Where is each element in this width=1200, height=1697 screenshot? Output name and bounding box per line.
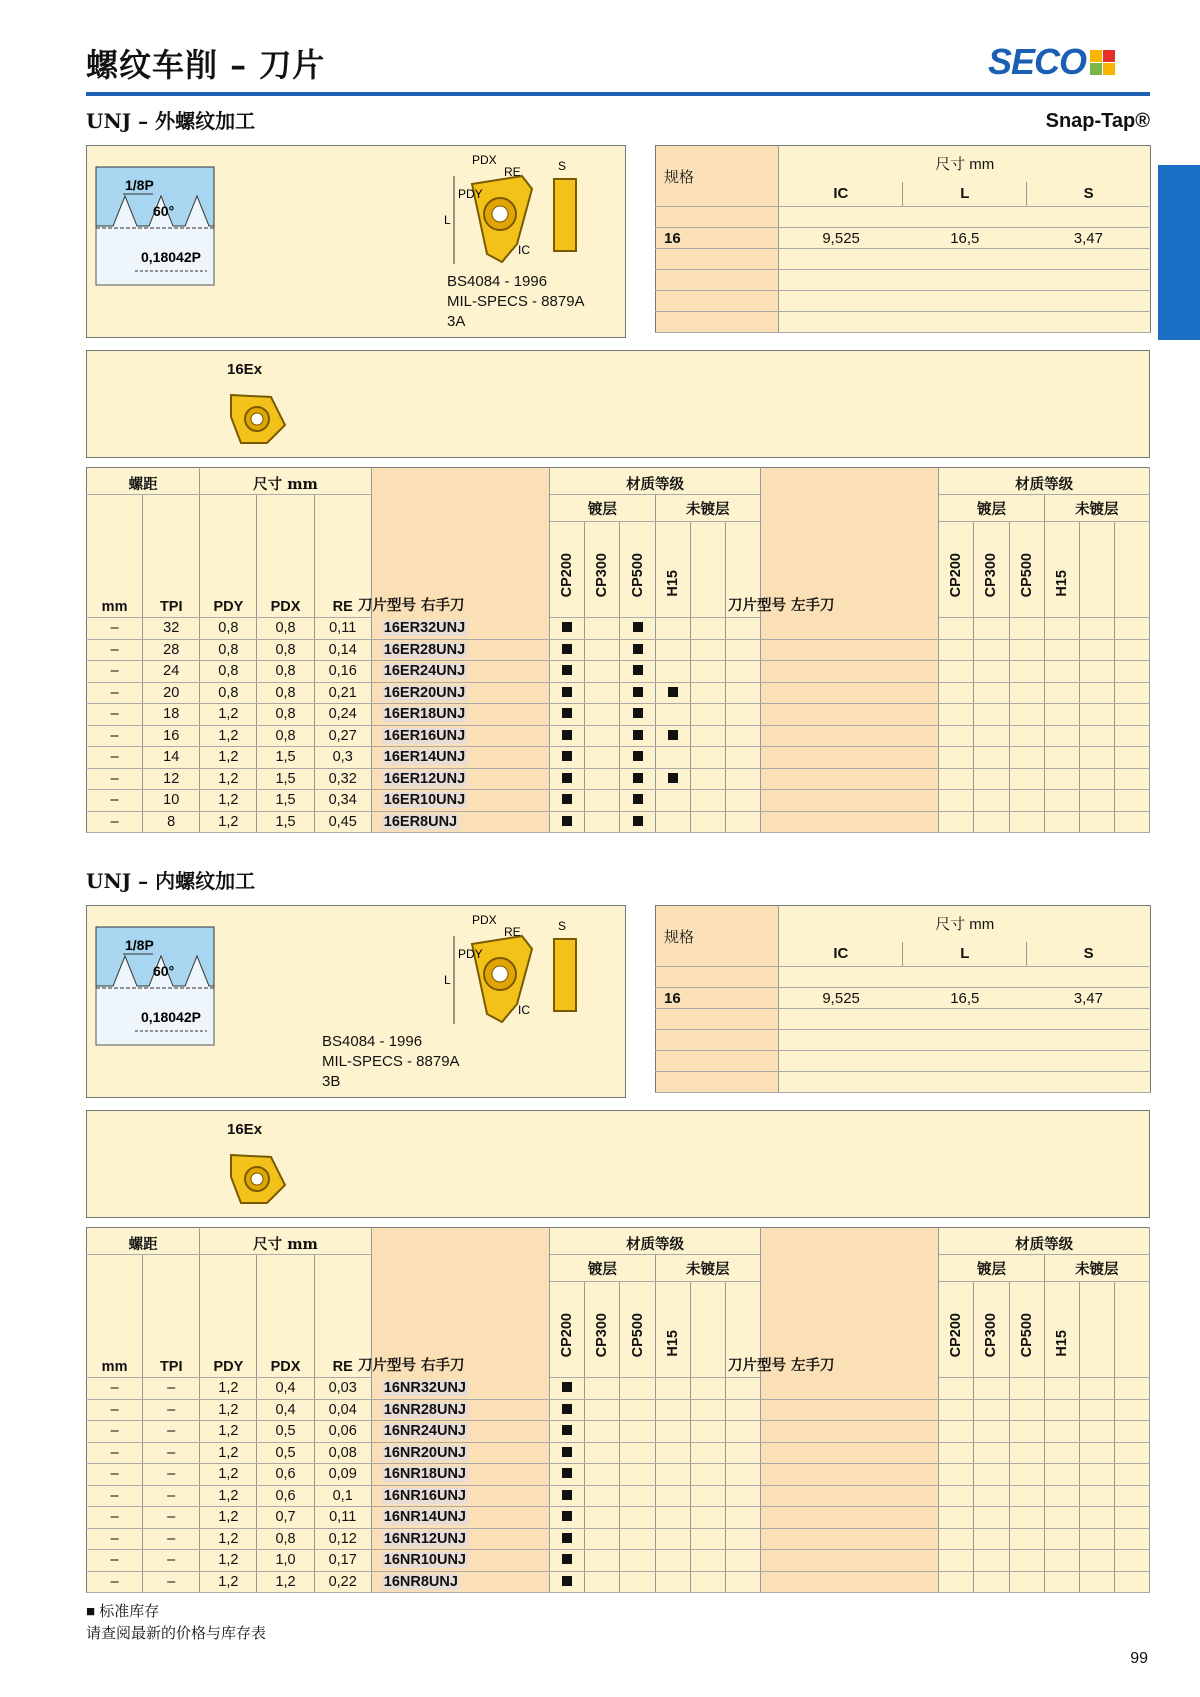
part-number: 16ER16UNJ xyxy=(383,727,466,744)
cell-re: 0,16 xyxy=(314,661,371,683)
cell-re: 0,11 xyxy=(314,1507,371,1529)
cell-pdx: 1,2 xyxy=(257,1571,314,1593)
part-number: 16ER10UNJ xyxy=(383,792,466,809)
table-row xyxy=(87,747,1150,769)
dim-value: 9,525 xyxy=(779,988,903,1009)
cell-pdy: 1,2 xyxy=(200,1571,257,1593)
table-row xyxy=(87,618,1150,640)
stock-square-icon xyxy=(562,1490,572,1500)
page-title: 螺纹车削 – 刀片 xyxy=(86,46,326,84)
table-row xyxy=(87,1399,1150,1421)
cell-pdx: 0,8 xyxy=(257,725,314,747)
stock-square-icon xyxy=(562,730,572,740)
col-header-mm: mm xyxy=(87,1282,143,1378)
cell-re: 0,22 xyxy=(314,1571,371,1593)
table-row xyxy=(87,1464,1150,1486)
cell-pdx: 1,5 xyxy=(257,768,314,790)
cell-tpi: – xyxy=(143,1528,200,1550)
cell-pdx: 1,5 xyxy=(257,811,314,833)
table-row xyxy=(87,1442,1150,1464)
section-side-tab xyxy=(1158,165,1200,340)
part-number: 16ER14UNJ xyxy=(383,749,466,766)
cell-mm: – xyxy=(87,661,143,683)
stock-square-icon xyxy=(562,1576,572,1586)
grade-h15: H15 xyxy=(664,570,681,597)
dims-header: 尺寸 mm xyxy=(200,1228,371,1255)
cell-re: 0,04 xyxy=(314,1399,371,1421)
legend xyxy=(86,1600,159,1621)
stock-square-icon xyxy=(633,644,643,654)
cell-mm: – xyxy=(87,1550,143,1572)
cell-pdy: 1,2 xyxy=(200,1442,257,1464)
insert-label: 16Ex xyxy=(227,1121,263,1138)
cell-mm: – xyxy=(87,1378,143,1400)
cell-mm: – xyxy=(87,1571,143,1593)
cell-pdy: 1,2 xyxy=(200,704,257,726)
stock-note: 请查阅最新的价格与库存表 xyxy=(86,1625,267,1642)
grade-header-left: 材质等级 xyxy=(939,1228,1150,1255)
cell-tpi: 16 xyxy=(143,725,200,747)
insert-icon xyxy=(227,1147,289,1214)
stock-square-icon xyxy=(633,751,643,761)
coated-header-left: 镀层 xyxy=(939,495,1044,522)
stock-square-icon xyxy=(562,687,572,697)
grade-left-cp200: CP200 xyxy=(948,1312,965,1357)
stock-square-icon xyxy=(562,1468,572,1478)
part-number: 16ER8UNJ xyxy=(383,813,458,830)
col-header-re: RE xyxy=(314,1282,371,1378)
cell-pdy: 1,2 xyxy=(200,725,257,747)
standard-line: 3B xyxy=(322,1073,341,1090)
stock-square-icon xyxy=(562,816,572,826)
cell-tpi: – xyxy=(143,1464,200,1486)
part-number: 16NR32UNJ xyxy=(383,1380,466,1396)
cell-pdx: 1,0 xyxy=(257,1550,314,1572)
logo-text: SECO xyxy=(988,41,1087,82)
pitch-header: 螺距 xyxy=(87,1228,200,1255)
cell-re: 0,45 xyxy=(314,811,371,833)
cell-re: 0,03 xyxy=(314,1378,371,1400)
cell-pdy: 1,2 xyxy=(200,1399,257,1421)
pitch-header: 螺距 xyxy=(87,468,200,495)
table-row xyxy=(87,704,1150,726)
seco-logo xyxy=(988,42,1115,82)
insert-preview-box xyxy=(86,1110,1150,1218)
cell-mm: – xyxy=(87,1421,143,1443)
cell-pdx: 0,8 xyxy=(257,682,314,704)
dim-col-header: L xyxy=(903,942,1027,967)
cell-pdx: 0,5 xyxy=(257,1442,314,1464)
cell-pdy: 1,2 xyxy=(200,1464,257,1486)
insert-table xyxy=(86,467,1150,833)
dim-col-header: S xyxy=(1027,182,1151,207)
dim-value: 16,5 xyxy=(903,228,1027,249)
svg-text:S: S xyxy=(558,919,567,933)
insert-preview-box xyxy=(86,350,1150,458)
stock-square-icon xyxy=(633,773,643,783)
dimensions-table xyxy=(655,905,1151,1093)
table-row xyxy=(87,1507,1150,1529)
dims-header: 尺寸 mm xyxy=(200,468,371,495)
cell-re: 0,14 xyxy=(314,639,371,661)
cell-tpi: 10 xyxy=(143,790,200,812)
stock-square-icon xyxy=(633,665,643,675)
cell-pdx: 1,5 xyxy=(257,747,314,769)
coated-header: 镀层 xyxy=(550,1255,655,1282)
insert-icon xyxy=(227,387,289,454)
stock-square-icon xyxy=(562,773,572,783)
cell-re: 0,09 xyxy=(314,1464,371,1486)
cell-tpi: – xyxy=(143,1571,200,1593)
stock-square-icon xyxy=(562,1447,572,1457)
cell-pdx: 0,8 xyxy=(257,661,314,683)
stock-square-icon xyxy=(562,1425,572,1435)
coated-header-left: 镀层 xyxy=(939,1255,1044,1282)
table-row xyxy=(87,1421,1150,1443)
insert-table xyxy=(86,1227,1150,1593)
part-number: 16ER28UNJ xyxy=(383,641,466,658)
cell-pdx: 0,8 xyxy=(257,618,314,640)
cell-tpi: – xyxy=(143,1421,200,1443)
grade-left-cp300: CP300 xyxy=(983,1312,1000,1357)
col-header-mm: mm xyxy=(87,522,143,618)
header-rule xyxy=(86,92,1150,96)
cell-mm: – xyxy=(87,618,143,640)
dim-col-header: IC xyxy=(779,942,903,967)
thread-diagram-box xyxy=(86,905,626,1098)
thread-diagram-box xyxy=(86,145,626,338)
dim-col-header: L xyxy=(903,182,1027,207)
cell-pdx: 0,7 xyxy=(257,1507,314,1529)
stock-square-icon xyxy=(562,644,572,654)
standards-list xyxy=(322,1032,460,1092)
part-number: 16NR20UNJ xyxy=(383,1444,466,1461)
table-row xyxy=(87,1528,1150,1550)
part-number: 16NR14UNJ xyxy=(383,1509,466,1526)
cell-tpi: – xyxy=(143,1507,200,1529)
insert-label: 16Ex xyxy=(227,361,263,378)
legend-square-icon: ■ xyxy=(86,1603,96,1620)
cell-tpi: 20 xyxy=(143,682,200,704)
cell-pdy: 1,2 xyxy=(200,1507,257,1529)
pitch-label: 1/8P xyxy=(125,177,154,193)
cell-pdx: 0,6 xyxy=(257,1464,314,1486)
dim-value: 16,5 xyxy=(903,988,1027,1009)
grade-left-h15: H15 xyxy=(1053,570,1070,597)
col-header-pdx: PDX xyxy=(257,522,314,618)
cell-pdy: 1,2 xyxy=(200,747,257,769)
part-number: 16ER20UNJ xyxy=(383,684,466,701)
part-number: 16ER18UNJ xyxy=(383,706,466,723)
svg-text:RE: RE xyxy=(504,165,521,179)
grade-cp300: CP300 xyxy=(594,1312,611,1357)
table-row xyxy=(87,639,1150,661)
col-header-pdy: PDY xyxy=(200,1282,257,1378)
cell-tpi: – xyxy=(143,1485,200,1507)
cell-tpi: 14 xyxy=(143,747,200,769)
col-header-tpi: TPI xyxy=(143,522,200,618)
standard-line: 3A xyxy=(447,313,466,330)
svg-text:S: S xyxy=(558,159,567,173)
cell-re: 0,1 xyxy=(314,1485,371,1507)
col-header-tpi: TPI xyxy=(143,1282,200,1378)
standard-line: MIL-SPECS - 8879A xyxy=(322,1053,460,1070)
stock-square-icon xyxy=(633,816,643,826)
right-hand-header: 刀片型号 右手刀 xyxy=(358,1357,465,1374)
grade-cp500: CP500 xyxy=(629,1312,646,1357)
grade-cp200: CP200 xyxy=(559,552,576,597)
size-value: 16 xyxy=(656,988,779,1009)
cell-mm: – xyxy=(87,768,143,790)
cell-tpi: 8 xyxy=(143,811,200,833)
cell-re: 0,12 xyxy=(314,1528,371,1550)
cell-tpi: 24 xyxy=(143,661,200,683)
stock-square-icon xyxy=(633,794,643,804)
right-hand-header: 刀片型号 右手刀 xyxy=(358,597,465,614)
cell-pdy: 1,2 xyxy=(200,1528,257,1550)
part-number: 16NR8UNJ xyxy=(383,1573,458,1590)
stock-square-icon xyxy=(633,708,643,718)
table-row xyxy=(87,811,1150,833)
cell-pdx: 0,4 xyxy=(257,1378,314,1400)
stock-square-icon xyxy=(562,794,572,804)
insert-dimension-diagram xyxy=(442,154,592,279)
cell-mm: – xyxy=(87,790,143,812)
cell-pdy: 1,2 xyxy=(200,1378,257,1400)
grade-cp200: CP200 xyxy=(559,1312,576,1357)
cell-re: 0,3 xyxy=(314,747,371,769)
cell-tpi: – xyxy=(143,1550,200,1572)
col-header-re: RE xyxy=(314,522,371,618)
uncoated-header: 未镀层 xyxy=(655,495,760,522)
dim-value: 3,47 xyxy=(1027,988,1151,1009)
stock-square-icon xyxy=(562,1554,572,1564)
part-number: 16NR24UNJ xyxy=(383,1423,466,1440)
stock-square-icon xyxy=(633,730,643,740)
svg-text:L: L xyxy=(444,973,451,987)
cell-pdx: 0,8 xyxy=(257,1528,314,1550)
grade-left-h15: H15 xyxy=(1053,1330,1070,1357)
left-hand-header: 刀片型号 左手刀 xyxy=(728,597,835,614)
cell-tpi: 12 xyxy=(143,768,200,790)
dim-value: 9,525 xyxy=(779,228,903,249)
cell-re: 0,11 xyxy=(314,618,371,640)
legend-text: 标准库存 xyxy=(99,1603,160,1620)
svg-text:PDX: PDX xyxy=(472,154,497,167)
page-number: 99 xyxy=(1130,1650,1148,1667)
part-number: 16NR12UNJ xyxy=(383,1530,466,1547)
cell-re: 0,34 xyxy=(314,790,371,812)
grade-left-cp200: CP200 xyxy=(948,552,965,597)
cell-mm: – xyxy=(87,1442,143,1464)
svg-text:RE: RE xyxy=(504,925,521,939)
stock-square-icon xyxy=(562,1511,572,1521)
insert-dimension-diagram xyxy=(442,914,592,1039)
cell-mm: – xyxy=(87,725,143,747)
grade-h15: H15 xyxy=(664,1330,681,1357)
table-row xyxy=(87,661,1150,683)
cell-pdy: 0,8 xyxy=(200,639,257,661)
cell-tpi: – xyxy=(143,1378,200,1400)
grade-cp300: CP300 xyxy=(594,552,611,597)
cell-re: 0,24 xyxy=(314,704,371,726)
part-number: 16NR16UNJ xyxy=(383,1487,466,1504)
standard-line: MIL-SPECS - 8879A xyxy=(447,293,585,310)
svg-text:IC: IC xyxy=(518,1003,530,1017)
cell-mm: – xyxy=(87,1464,143,1486)
cell-tpi: 32 xyxy=(143,618,200,640)
cell-pdy: 1,2 xyxy=(200,811,257,833)
thread-profile-diagram xyxy=(95,926,215,1051)
logo-mark-icon xyxy=(1090,50,1115,75)
dim-col-header: S xyxy=(1027,942,1151,967)
grade-left-cp500: CP500 xyxy=(1018,552,1035,597)
thread-profile-diagram xyxy=(95,166,215,291)
svg-text:PDY: PDY xyxy=(458,187,483,201)
stock-square-icon xyxy=(562,1382,572,1392)
table-row xyxy=(87,682,1150,704)
table-row xyxy=(87,1571,1150,1593)
table-row xyxy=(87,768,1150,790)
grade-left-cp300: CP300 xyxy=(983,552,1000,597)
stock-square-icon xyxy=(668,730,678,740)
cell-pdx: 0,6 xyxy=(257,1485,314,1507)
cell-mm: – xyxy=(87,811,143,833)
standards-list xyxy=(447,272,585,332)
cell-pdy: 1,2 xyxy=(200,790,257,812)
standard-line: BS4084 - 1996 xyxy=(447,273,548,290)
left-hand-header: 刀片型号 左手刀 xyxy=(728,1357,835,1374)
uncoated-header: 未镀层 xyxy=(655,1255,760,1282)
cell-pdx: 0,8 xyxy=(257,704,314,726)
cell-re: 0,08 xyxy=(314,1442,371,1464)
cell-pdx: 0,8 xyxy=(257,639,314,661)
cell-mm: – xyxy=(87,1507,143,1529)
size-value: 16 xyxy=(656,228,779,249)
part-number: 16NR18UNJ xyxy=(383,1466,466,1483)
cell-mm: – xyxy=(87,639,143,661)
cell-tpi: 18 xyxy=(143,704,200,726)
cell-pdy: 1,2 xyxy=(200,1550,257,1572)
size-header: 规格 xyxy=(656,906,779,967)
table-row xyxy=(87,725,1150,747)
cell-tpi: – xyxy=(143,1442,200,1464)
coated-header: 镀层 xyxy=(550,495,655,522)
cell-mm: – xyxy=(87,704,143,726)
cell-re: 0,21 xyxy=(314,682,371,704)
angle-label: 60° xyxy=(153,963,175,979)
table-row xyxy=(87,1550,1150,1572)
cell-re: 0,32 xyxy=(314,768,371,790)
dim-value: 3,47 xyxy=(1027,228,1151,249)
size-header: 规格 xyxy=(656,146,779,207)
table-row xyxy=(87,1378,1150,1400)
cell-pdy: 0,8 xyxy=(200,661,257,683)
part-number: 16ER24UNJ xyxy=(383,663,466,680)
table-row xyxy=(87,1485,1150,1507)
depth-label: 0,18042P xyxy=(141,1009,201,1025)
cell-pdy: 0,8 xyxy=(200,682,257,704)
uncoated-header-left: 未镀层 xyxy=(1044,1255,1149,1282)
svg-text:PDY: PDY xyxy=(458,947,483,961)
stock-square-icon xyxy=(633,687,643,697)
cell-pdy: 0,8 xyxy=(200,618,257,640)
cell-re: 0,17 xyxy=(314,1550,371,1572)
cell-re: 0,27 xyxy=(314,725,371,747)
stock-square-icon xyxy=(562,665,572,675)
unit-header: 尺寸 mm xyxy=(935,916,995,934)
grade-header-left: 材质等级 xyxy=(939,468,1150,495)
cell-pdy: 1,2 xyxy=(200,1421,257,1443)
grade-left-cp500: CP500 xyxy=(1018,1312,1035,1357)
part-number: 16ER12UNJ xyxy=(383,770,466,787)
section-title: UNJ – 外螺纹加工 xyxy=(86,109,256,133)
cell-mm: – xyxy=(87,682,143,704)
section-title: UNJ – 内螺纹加工 xyxy=(86,869,256,893)
stock-square-icon xyxy=(562,1533,572,1543)
stock-square-icon xyxy=(562,1404,572,1414)
cell-pdx: 1,5 xyxy=(257,790,314,812)
stock-square-icon xyxy=(562,751,572,761)
cell-mm: – xyxy=(87,1399,143,1421)
cell-tpi: – xyxy=(143,1399,200,1421)
stock-square-icon xyxy=(668,687,678,697)
svg-text:L: L xyxy=(444,213,451,227)
part-number: 16NR10UNJ xyxy=(383,1552,466,1569)
unit-header: 尺寸 mm xyxy=(935,156,995,174)
table-row xyxy=(87,790,1150,812)
stock-square-icon xyxy=(668,773,678,783)
grade-cp500: CP500 xyxy=(629,552,646,597)
dim-col-header: IC xyxy=(779,182,903,207)
col-header-pdx: PDX xyxy=(257,1282,314,1378)
stock-square-icon xyxy=(562,708,572,718)
svg-text:PDX: PDX xyxy=(472,914,497,927)
grade-header: 材质等级 xyxy=(550,468,761,495)
cell-mm: – xyxy=(87,1485,143,1507)
part-number: 16NR28UNJ xyxy=(383,1401,466,1418)
standard-line: BS4084 - 1996 xyxy=(322,1033,423,1050)
cell-tpi: 28 xyxy=(143,639,200,661)
cell-pdx: 0,5 xyxy=(257,1421,314,1443)
cell-pdx: 0,4 xyxy=(257,1399,314,1421)
angle-label: 60° xyxy=(153,203,175,219)
cell-mm: – xyxy=(87,747,143,769)
uncoated-header-left: 未镀层 xyxy=(1044,495,1149,522)
cell-mm: – xyxy=(87,1528,143,1550)
grade-header: 材质等级 xyxy=(550,1228,761,1255)
cell-re: 0,06 xyxy=(314,1421,371,1443)
col-header-pdy: PDY xyxy=(200,522,257,618)
brand-label: Snap-Tap® xyxy=(1045,110,1150,132)
part-number: 16ER32UNJ xyxy=(383,620,466,636)
dimensions-table xyxy=(655,145,1151,333)
pitch-label: 1/8P xyxy=(125,937,154,953)
depth-label: 0,18042P xyxy=(141,249,201,265)
stock-square-icon xyxy=(633,622,643,632)
cell-pdy: 1,2 xyxy=(200,768,257,790)
cell-pdy: 1,2 xyxy=(200,1485,257,1507)
stock-square-icon xyxy=(562,622,572,632)
svg-text:IC: IC xyxy=(518,243,530,257)
